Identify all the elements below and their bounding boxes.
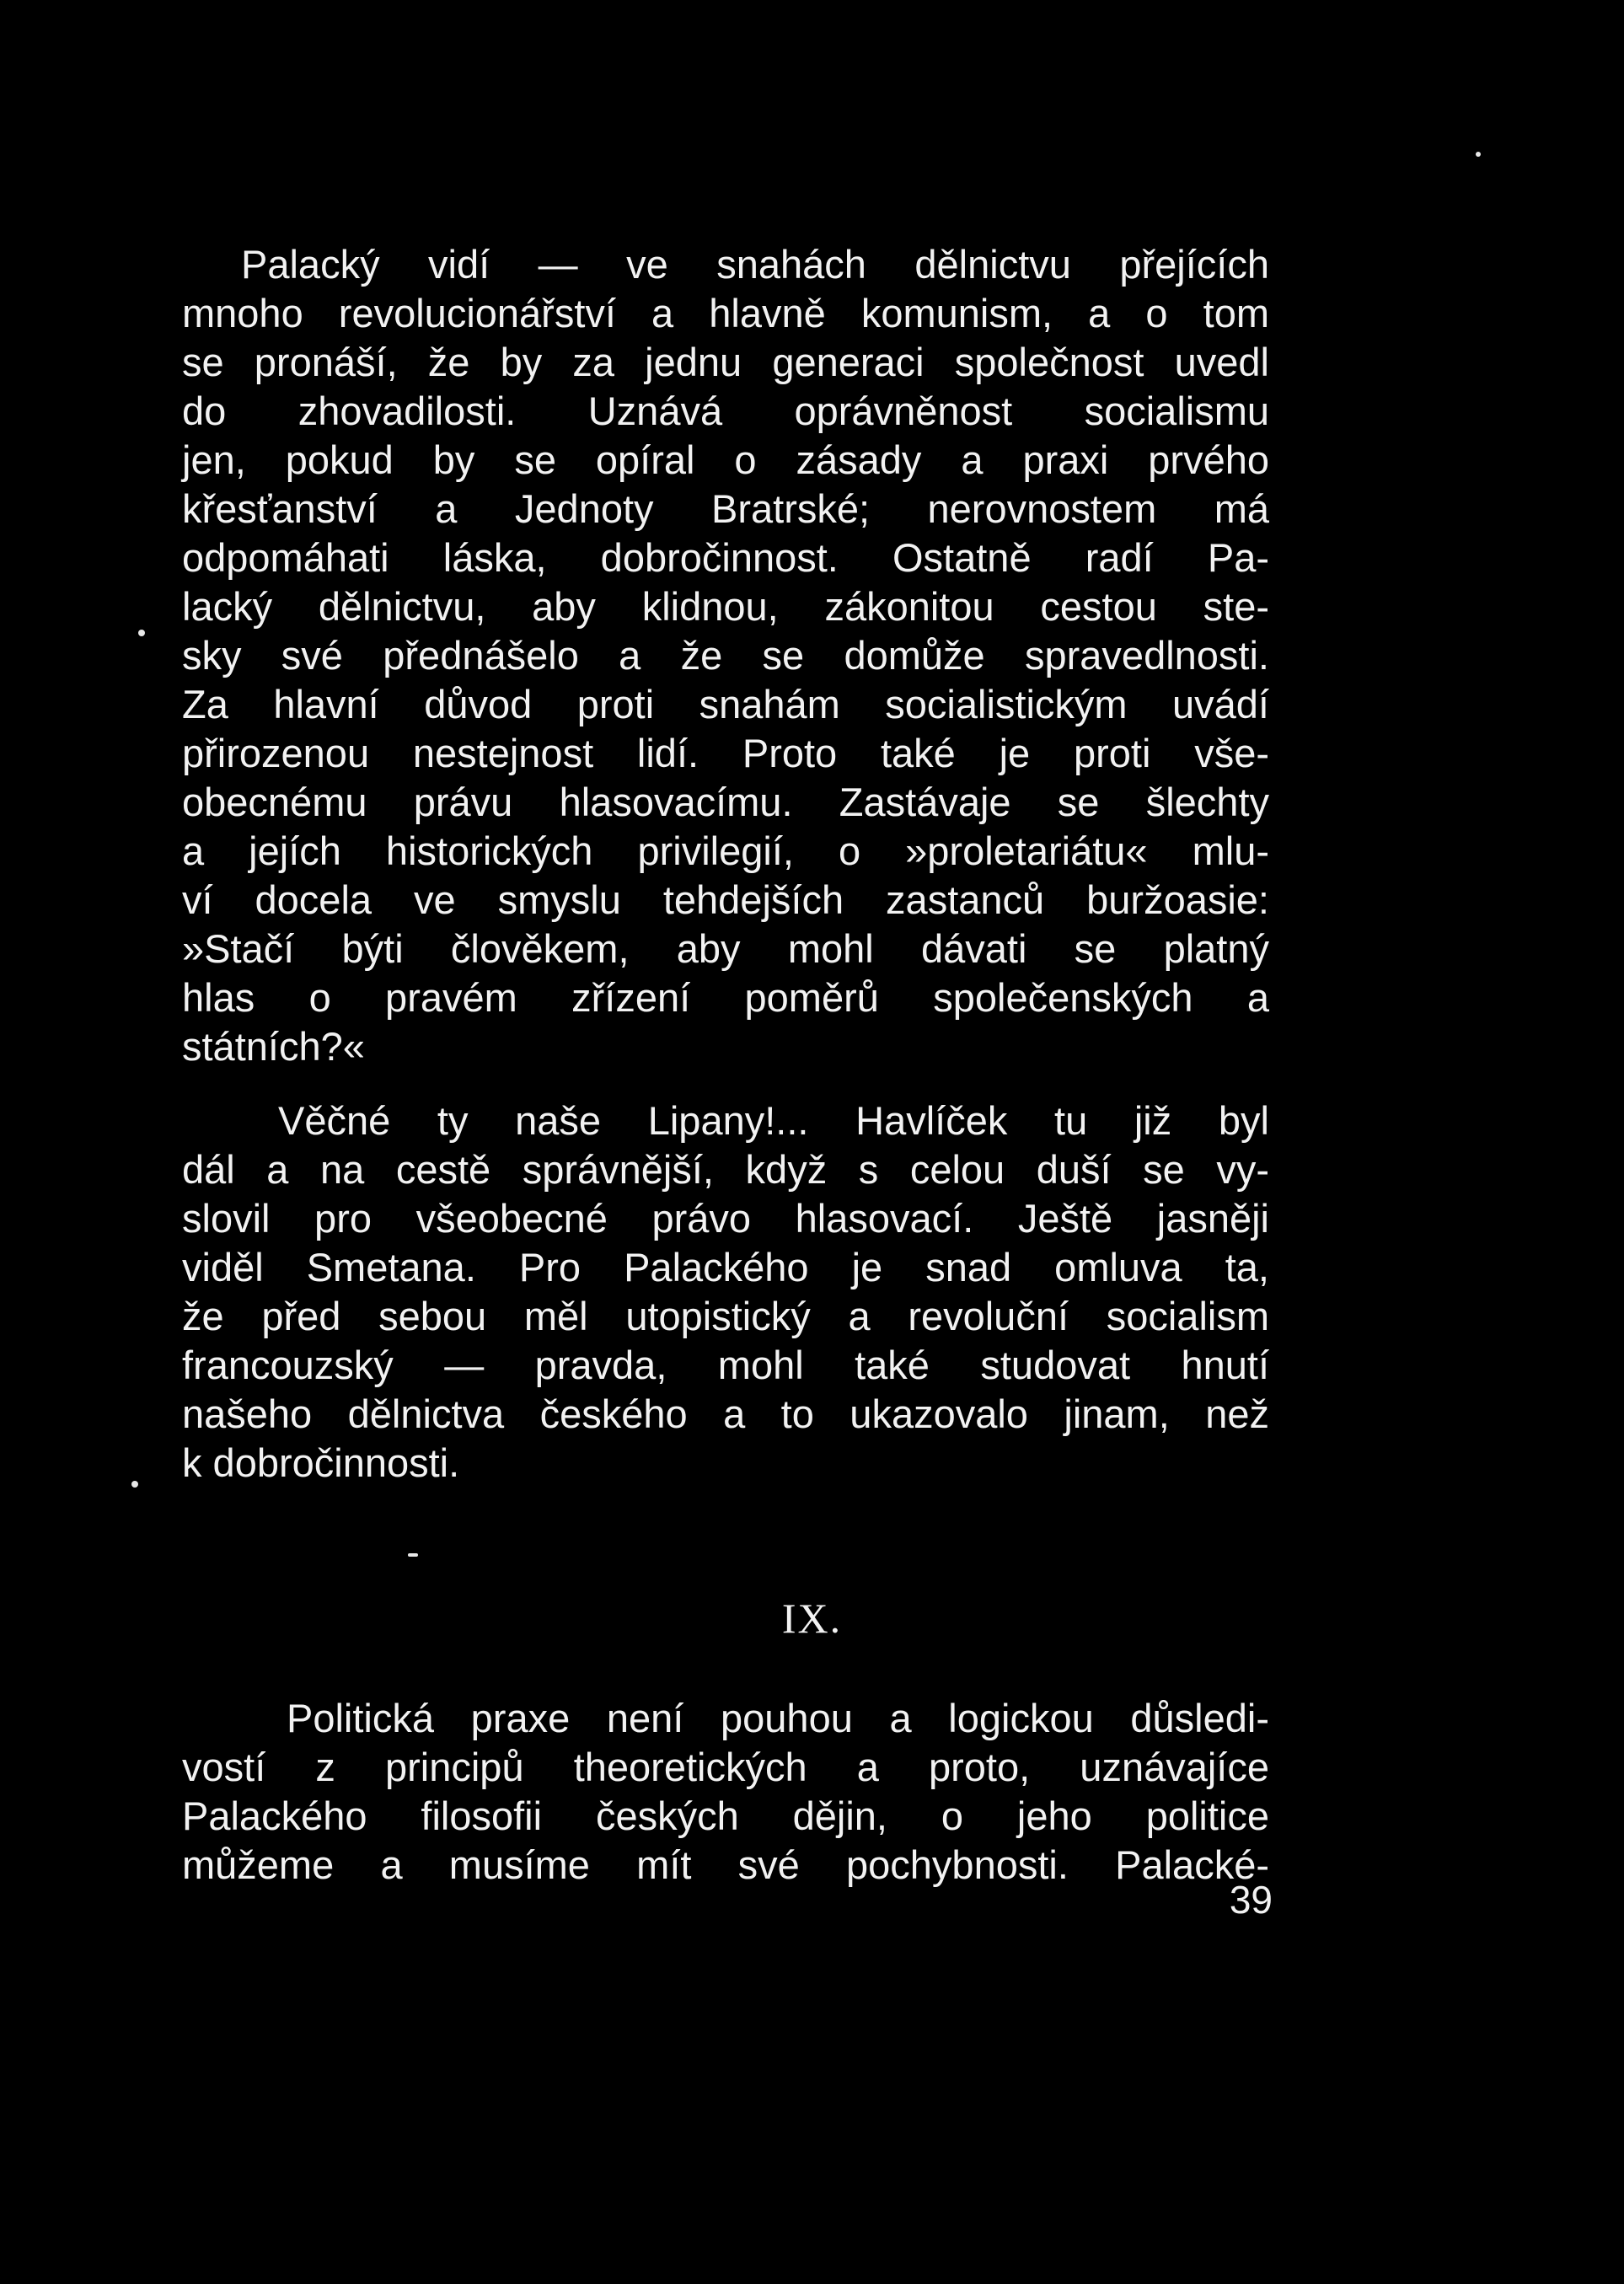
- scan-speck: [1476, 152, 1481, 157]
- text-line: a jejích historických privilegií, o »proletariátu« mlu-: [182, 828, 1269, 873]
- text-line: Politická praxe není pouhou a logickou důsledi-: [287, 1696, 1269, 1740]
- text-line: sky své přednášelo a že se domůže spravedlnosti.: [182, 633, 1269, 678]
- text-line: Palacký vidí — ve snahách dělnictvu přejících: [241, 242, 1269, 287]
- text-line: »Stačí býti člověkem, aby mohl dávati se platný: [182, 926, 1269, 971]
- text-line: přirozenou nestejnost lidí. Proto také je proti vše-: [182, 731, 1269, 775]
- text-line: slovil pro všeobecné právo hlasovací. Ještě jasněji: [182, 1196, 1269, 1241]
- text-line: mnoho revolucionářství a hlavně komunism, a o tom: [182, 291, 1269, 335]
- scan-speck: [138, 630, 145, 636]
- text-line: francouzský — pravda, mohl také studovat hnutí: [182, 1343, 1269, 1387]
- text-line: dál a na cestě správnější, když s celou duší se vy-: [182, 1147, 1269, 1192]
- text-line: našeho dělnictva českého a to ukazovalo jinam, než: [182, 1391, 1269, 1436]
- text-line: odpomáhati láska, dobročinnost. Ostatně radí Pa-: [182, 535, 1269, 580]
- text-line: vostí z principů theoretických a proto, uznávajíce: [182, 1745, 1269, 1789]
- text-line: Za hlavní důvod proti snahám socialistickým uvádí: [182, 682, 1269, 726]
- text-line: můžeme a musíme mít své pochybnosti. Palacké-: [182, 1842, 1269, 1887]
- text-line: ví docela ve smyslu tehdejších zastanců buržoasie:: [182, 877, 1269, 922]
- text-line: obecnému právu hlasovacímu. Zastávaje se šlechty: [182, 780, 1269, 824]
- text-line: hlas o pravém zřízení poměrů společenských a: [182, 975, 1269, 1020]
- text-line: že před sebou měl utopistický a revoluční socialism: [182, 1294, 1269, 1338]
- text-line: jen, pokud by se opíral o zásady a praxi prvého: [182, 437, 1269, 482]
- text-line: státních?«: [182, 1024, 365, 1069]
- text-line: lacký dělnictvu, aby klidnou, zákonitou cestou ste-: [182, 584, 1269, 629]
- page-number: 39: [1229, 1878, 1273, 1922]
- text-line: Věčné ty naše Lipany!... Havlíček tu již byl: [278, 1098, 1269, 1143]
- scan-speck: [131, 1481, 138, 1488]
- section-heading: IX.: [781, 1595, 843, 1642]
- text-line: Palackého filosofii českých dějin, o jeho politice: [182, 1793, 1269, 1838]
- text-line: do zhovadilosti. Uznává oprávněnost socialismu: [182, 389, 1269, 433]
- text-line: k dobročinnosti.: [182, 1440, 460, 1485]
- text-line: se pronáší, že by za jednu generaci společnost uvedl: [182, 340, 1269, 384]
- text-line: křesťanství a Jednoty Bratrské; nerovnostem má: [182, 486, 1269, 531]
- scan-speck: [408, 1553, 418, 1557]
- text-line: viděl Smetana. Pro Palackého je snad omluva ta,: [182, 1245, 1269, 1289]
